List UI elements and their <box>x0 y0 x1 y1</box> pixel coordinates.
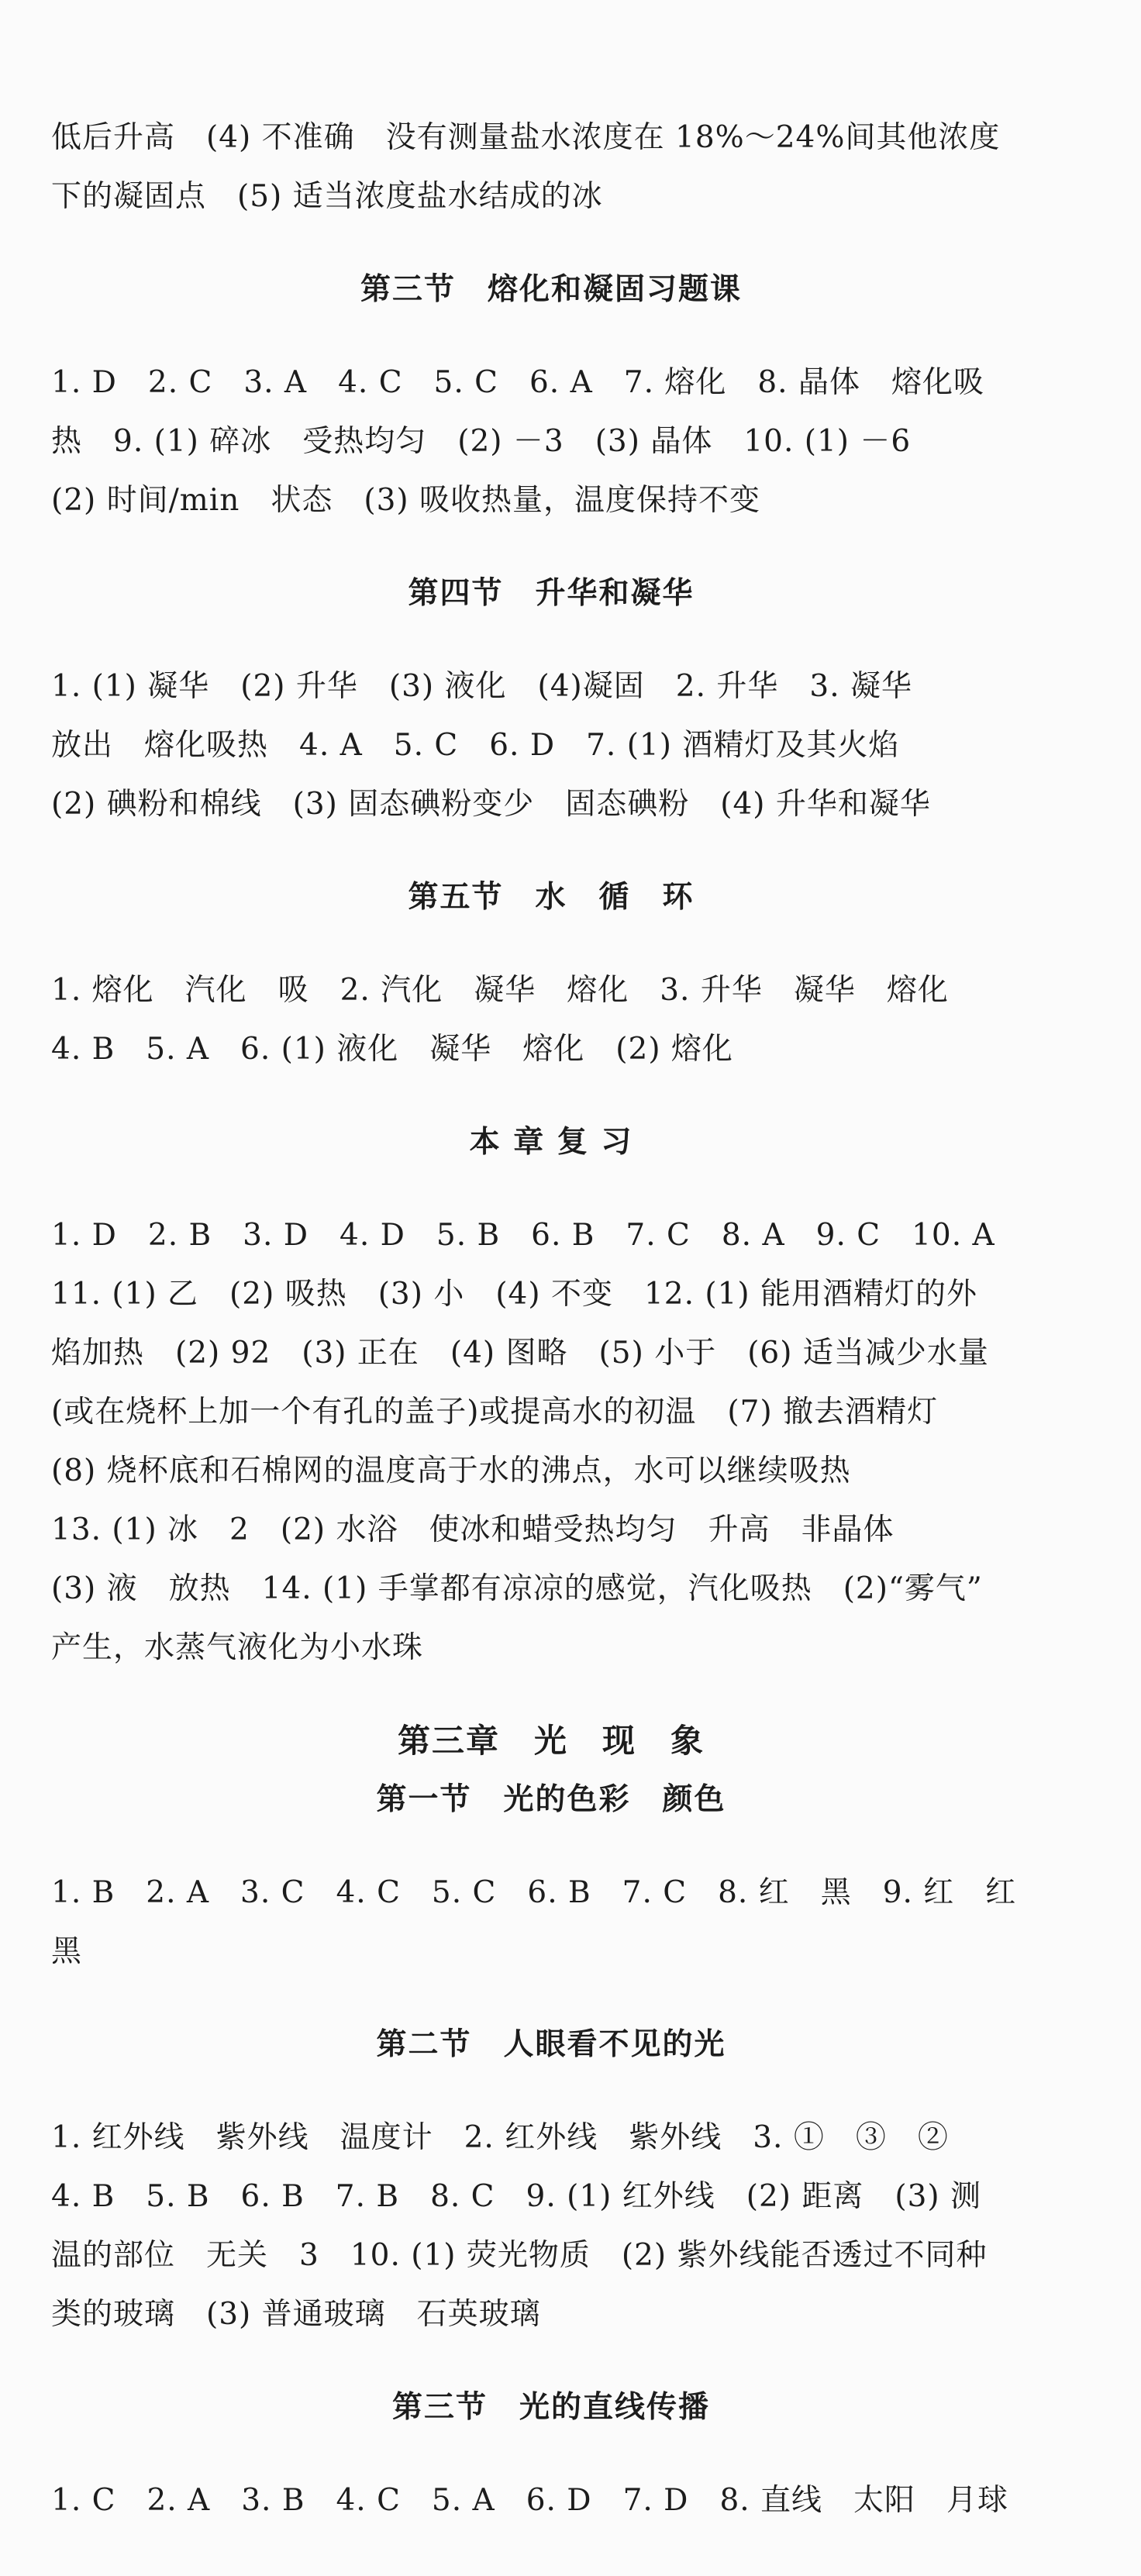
answer-line: 1. 熔化 汽化 吸 2. 汽化 凝华 熔化 3. 升华 凝华 熔化 <box>51 973 949 1008</box>
answer-line: 4. B 5. A 6. (1) 液化 凝华 熔化 (2) 熔化 <box>51 1032 733 1067</box>
answer-line: 放出 熔化吸热 4. A 5. C 6. D 7. (1) 酒精灯及其火焰 <box>51 728 900 763</box>
section-heading: 第三节 光的直线传播 <box>391 2390 710 2425</box>
answer-key-page <box>51 0 1051 2530</box>
answer-line: (2) 碘粉和棉线 (3) 固态碘粉变少 固态碘粉 (4) 升华和凝华 <box>51 787 931 822</box>
answer-line: 类的玻璃 (3) 普通玻璃 石英玻璃 <box>51 2297 541 2332</box>
answer-line: (或在烧杯上加一个有孔的盖子)或提高水的初温 (7) 撤去酒精灯 <box>51 1395 939 1429</box>
answer-line: 1. C 2. A 3. B 4. C 5. A 6. D 7. D 8. 直线 太阳 月球 <box>51 2483 1009 2518</box>
section-heading: 第三节 熔化和凝固习题课 <box>360 272 742 307</box>
answer-line: 1. D 2. C 3. A 4. C 5. C 6. A 7. 熔化 8. 晶体 熔化吸 <box>51 365 984 400</box>
answer-line: 1. D 2. B 3. D 4. D 5. B 6. B 7. C 8. A 9. C 10. A <box>51 1218 995 1253</box>
answer-line: 13. (1) 冰 2 (2) 水浴 使冰和蜡受热均匀 升高 非晶体 <box>51 1512 895 1547</box>
answer-line: 1. B 2. A 3. C 4. C 5. C 6. B 7. C 8. 红 黑 9. 红 红 <box>51 1875 1017 1910</box>
answer-line: 焰加热 (2) 92 (3) 正在 (4) 图略 (5) 小于 (6) 适当减少水量 <box>51 1336 989 1371</box>
answer-line: (3) 液 放热 14. (1) 手掌都有凉凉的感觉，汽化吸热 (2)“雾气” <box>51 1571 983 1606</box>
answer-line: 1. 红外线 紫外线 温度计 2. 红外线 紫外线 3. ① ③ ② <box>51 2120 949 2155</box>
chapter-heading: 第三章 光 现 象 <box>397 1722 705 1760</box>
answer-line: (2) 时间/min 状态 (3) 吸收热量，温度保持不变 <box>51 483 760 518</box>
answer-line: 产生，水蒸气液化为小水珠 <box>51 1630 424 1665</box>
answer-line: (8) 烧杯底和石棉网的温度高于水的沸点，水可以继续吸热 <box>51 1454 851 1488</box>
section-heading: 第一节 光的色彩 颜色 <box>376 1782 726 1817</box>
answer-line: 4. B 5. B 6. B 7. B 8. C 9. (1) 红外线 (2) 距离 (3) 测 <box>51 2179 982 2214</box>
section-heading: 本 章 复 习 <box>469 1125 633 1160</box>
answer-line: 1. (1) 凝华 (2) 升华 (3) 液化 (4)凝固 2. 升华 3. 凝华 <box>51 669 912 704</box>
answer-line: 温的部位 无关 3 10. (1) 荧光物质 (2) 紫外线能否透过不同种 <box>51 2238 988 2273</box>
section-heading: 第二节 人眼看不见的光 <box>376 2027 726 2062</box>
section-heading: 第五节 水 循 环 <box>408 880 695 915</box>
answer-line: 黑 <box>51 1934 83 1969</box>
answer-line: 低后升高 (4) 不准确 没有测量盐水浓度在 18%～24%间其他浓度 <box>51 120 1001 155</box>
answer-line: 11. (1) 乙 (2) 吸热 (3) 小 (4) 不变 12. (1) 能用酒精灯的外 <box>51 1277 978 1312</box>
answer-line: 下的凝固点 (5) 适当浓度盐水结成的冰 <box>51 179 603 214</box>
answer-line: 热 9. (1) 碎冰 受热均匀 (2) －3 (3) 晶体 10. (1) －6 <box>51 424 912 459</box>
section-heading: 第四节 升华和凝华 <box>408 576 695 611</box>
